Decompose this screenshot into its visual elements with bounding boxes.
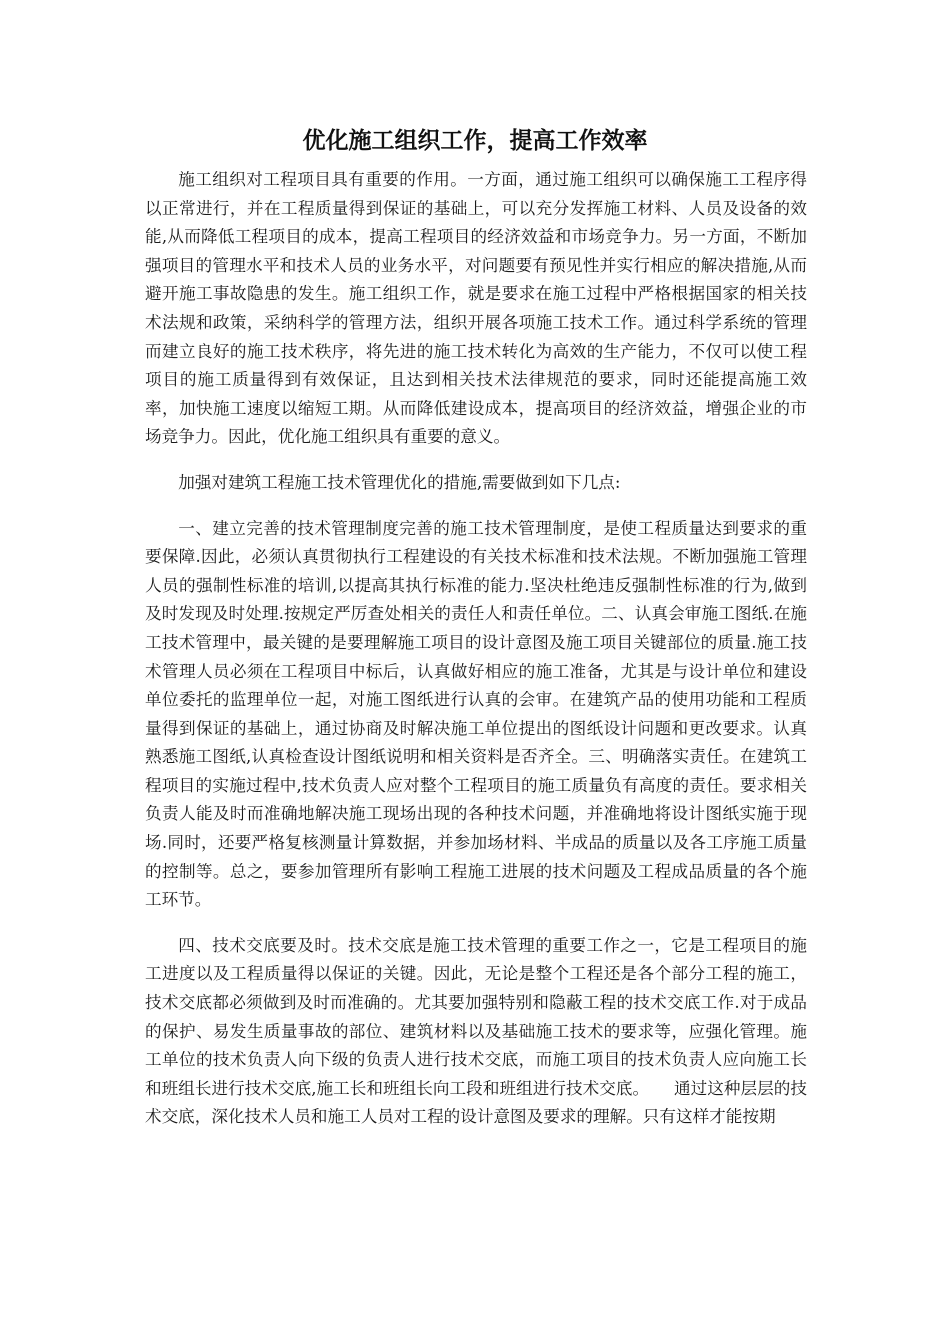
paragraph-measure-4: 四、技术交底要及时。技术交底是施工技术管理的重要工作之一，它是工程项目的施工进度以及工程质量得以保证的关键。因此，无论是整个工程还是各个部分工程的施工，技术交底都必须做到及时而准确的。尤其要加强特别和隐蔽工程的技术交底工作.对于成品的保护、易发生质量事故的部位、建筑材料以及基础施工技术的要求等，应强化管理。施工单位的技术负责人向下级的负责人进行技术交底，而施工项目的技术负责人应向施工长和班组长进行技术交底,施工长和班组长向工段和班组进行技术交底。 通过这种层层的技术交底，深化技术人员和施工人员对工程的设计意图及要求的理解。只有这样才能按期 — [145, 935, 807, 1127]
paragraph-measures-lead: 加强对建筑工程施工技术管理优化的措施,需要做到如下几点: — [178, 472, 621, 492]
document-title: 优化施工组织工作，提高工作效率 — [302, 128, 648, 154]
paragraph-intro: 施工组织对工程项目具有重要的作用。一方面，通过施工组织可以确保施工工程序得以正常进行，并在工程质量得到保证的基础上，可以充分发挥施工材料、人员及设备的效能,从而降低工程项目的成本，提高工程项目的经济效益和市场竞争力。另一方面，不断加强项目的管理水平和技术人员的业务水平，对问题要有预见性并实行相应的解决措施,从而避开施工事故隐患的发生。施工组织工作，就是要求在施工过程中严格根据国家的相关技术法规和政策，采纳科学的管理方法，组织开展各项施工技术工作。通过科学系统的管理而建立良好的施工技术秩序，将先进的施工技术转化为高效的生产能力，不仅可以使工程项目的施工质量得到有效保证，且达到相关技术法律规范的要求，同时还能提高施工效率，加快施工速度以缩短工期。从而降低建设成本，提高项目的经济效益，增强企业的市场竞争力。因此，优化施工组织具有重要的意义。 — [145, 170, 807, 447]
document-body — [145, 166, 807, 1132]
paragraph-measures-1-3: 一、建立完善的技术管理制度完善的施工技术管理制度，是使工程质量达到要求的重要保障.因此，必须认真贯彻执行工程建设的有关技术标准和技术法规。不断加强施工管理人员的强制性标准的培训,以提高其执行标准的能力.坚决杜绝违反强制性标准的行为,做到及时发现及时处理.按规定严厉查处相关的责任人和责任单位。二、认真会审施工图纸.在施工技术管理中，最关键的是要理解施工项目的设计意图及施工项目关键部位的质量.施工技术管理人员必须在工程项目中标后，认真做好相应的施工准备，尤其是与设计单位和建设单位委托的监理单位一起，对施工图纸进行认真的会审。在建筑产品的使用功能和工程质量得到保证的基础上，通过协商及时解决施工单位提出的图纸设计问题和更改要求。认真熟悉施工图纸,认真检查设计图纸说明和相关资料是否齐全。三、明确落实责任。在建筑工程项目的实施过程中,技术负责人应对整个工程项目的施工质量负有高度的责任。要求相关负责人能及时而准确地解决施工现场出现的各种技术问题，并准确地将设计图纸实施于现场.同时，还要严格复核测量计算数据，并参加场材料、半成品的质量以及各工序施工质量的控制等。总之，要参加管理所有影响工程施工进展的技术问题及工程成品质量的各个施工环节。 — [145, 518, 807, 910]
